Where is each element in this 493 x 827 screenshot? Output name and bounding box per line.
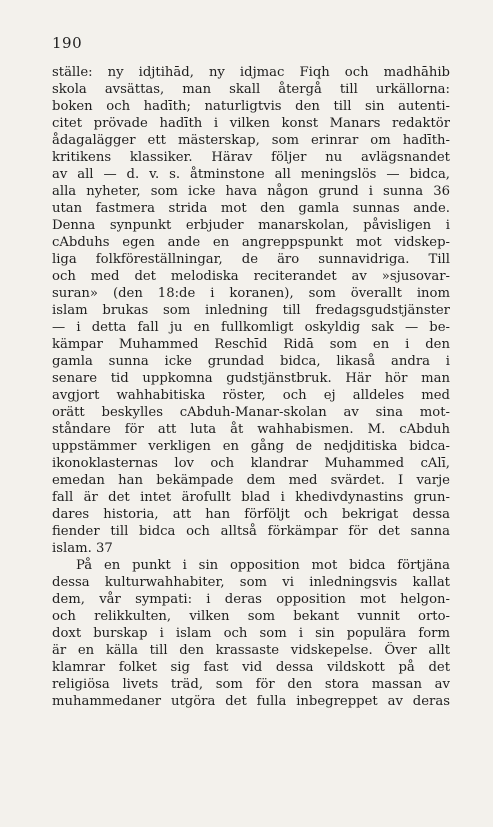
text-line: avgjort wahhabitiska röster, och ej alldeles med: [52, 388, 450, 403]
text-line: cAbduhs egen ande en angreppspunkt mot vidskep-: [52, 235, 450, 250]
text-line: uppstämmer verkligen en gång de nedjditiska bidca-: [52, 439, 450, 454]
text-line: dessa kulturwahhabiter, som vi inledningsvis kallat: [52, 575, 450, 590]
text-line: kritikens klassiker. Härav följer nu avlägsnandet: [52, 150, 450, 165]
text-line: — i detta fall ju en fullkomligt oskyldig sak — be-: [52, 320, 450, 335]
text-line: fiender till bidca och alltså förkämpar för det sanna: [52, 524, 450, 539]
text-line: religiösa livets träd, som för den stora massan av: [52, 677, 450, 692]
text-block: [52, 64, 450, 710]
text-line: dares historia, att han förföljt och bekrigat dessa: [52, 507, 450, 522]
text-line: emedan han bekämpade dem med svärdet. I varje: [52, 473, 450, 488]
text-line: ställe: ny idjtihād, ny idjmac Fiqh och madhāhib: [52, 65, 450, 80]
text-line: islam brukas som inledning till fredagsgudstjänster: [52, 303, 450, 318]
text-line: ådagalägger ett mästerskap, som erinrar om hadīth-: [52, 133, 450, 148]
text-line: och med det melodiska reciterandet av »sjusovar-: [52, 269, 450, 284]
text-line: kämpar Muhammed Reschīd Ridā som en i den: [52, 337, 450, 352]
text-line: utan fastmera strida mot den gamla sunnas ande.: [52, 201, 450, 216]
text-line: skola avsättas, man skall återgå till urkällorna:: [52, 82, 450, 97]
text-line: gamla sunna icke grundad bidca, likaså andra i: [52, 354, 450, 369]
text-line: boken och hadīth; naturligtvis den till sin autenti-: [52, 99, 450, 114]
text-line: orätt beskylles cAbduh-Manar-skolan av sina mot-: [52, 405, 450, 420]
text-line: liga folkföreställningar, de äro sunnavidriga. Till: [52, 252, 450, 267]
text-line: klamrar folket sig fast vid dessa vildskott på det: [52, 660, 450, 675]
text-line: Denna synpunkt erbjuder manarskolan, påvisligen i: [52, 218, 450, 233]
text-line: islam. 37: [52, 541, 113, 556]
page-number: 190: [52, 34, 83, 52]
text-line: fall är det intet ärofullt blad i khedivdynastins grun-: [52, 490, 450, 505]
text-line: doxt burskap i islam och som i sin populära form: [52, 626, 450, 641]
text-line: av all — d. v. s. åtminstone all meningslös — bidca,: [52, 167, 450, 182]
text-line: ikonoklasternas lov och klandrar Muhammed cAlī,: [52, 456, 450, 471]
text-line: På en punkt i sin opposition mot bidca förtjäna: [76, 558, 450, 573]
text-line: citet prövade hadīth i vilken konst Manars redaktör: [52, 116, 450, 131]
text-line: muhammedaner utgöra det fulla inbegreppet av deras: [52, 694, 450, 709]
text-line: suran» (den 18:de i koranen), som överallt inom: [52, 286, 450, 301]
text-line: senare tid uppkomna gudstjänstbruk. Här hör man: [52, 371, 450, 386]
text-line: ståndare för att luta åt wahhabismen. M. cAbduh: [52, 422, 450, 437]
text-line: och relikkulten, vilken som bekant vunnit orto-: [52, 609, 450, 624]
text-line: är en källa till den krassaste vidskepelse. Över allt: [52, 643, 450, 658]
text-line: dem, vår sympati: i deras opposition mot helgon-: [52, 592, 450, 607]
text-line: alla nyheter, som icke hava någon grund i sunna 36: [52, 184, 450, 199]
